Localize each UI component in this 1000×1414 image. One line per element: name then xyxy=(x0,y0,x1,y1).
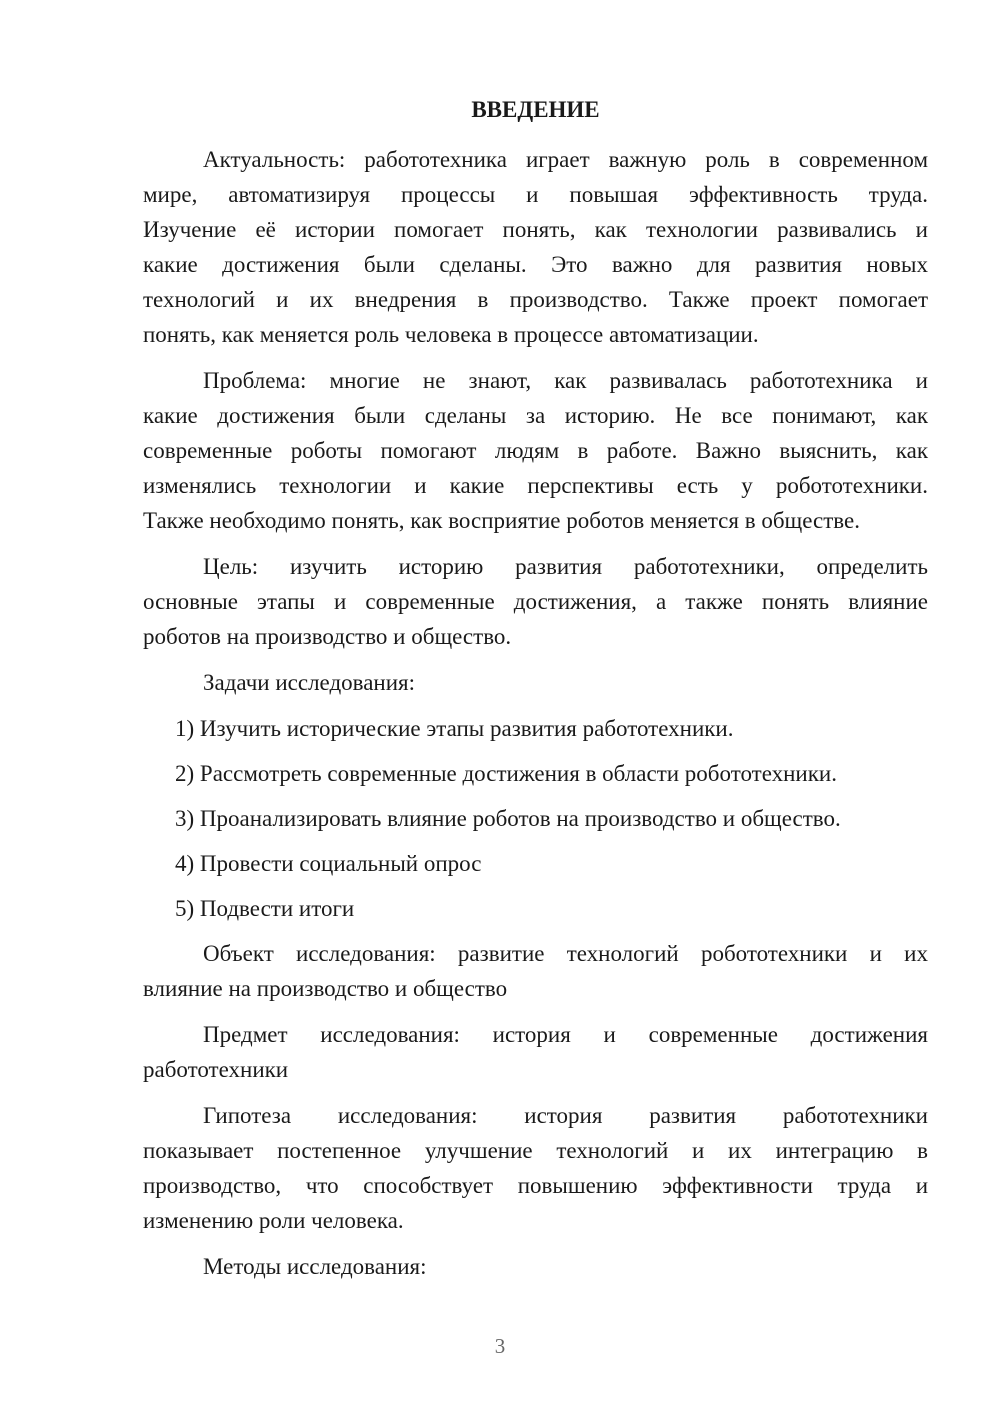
text-line: какие достижения были сделаны за историю. Не все понимают, как xyxy=(143,403,928,428)
text-line: мире, автоматизируя процессы и повышая эффективность труда. xyxy=(143,182,928,207)
list-item: 1) Изучить исторические этапы развития работотехники. xyxy=(175,716,734,741)
list-item: 3) Проанализировать влияние роботов на производство и общество. xyxy=(175,806,841,831)
paragraph-relevance xyxy=(143,142,928,352)
paragraph-object xyxy=(143,936,928,1006)
list-item: 5) Подвести итоги xyxy=(175,896,355,921)
text-line: Методы исследования: xyxy=(203,1254,427,1279)
text-line: показывает постепенное улучшение технологий и их интеграцию в xyxy=(143,1138,928,1163)
text-line: современные роботы помогают людям в работе. Важно выяснить, как xyxy=(143,438,928,463)
text-line: Изучение её истории помогает понять, как технологии развивались и xyxy=(143,217,928,242)
paragraph-goal xyxy=(143,549,928,654)
text-line: технологий и их внедрения в производство. Также проект помогает xyxy=(143,287,928,312)
text-line: производство, что способствует повышению эффективности труда и xyxy=(143,1173,928,1198)
text-line: основные этапы и современные достижения, а также понять влияние xyxy=(143,589,928,614)
section-title: ВВЕДЕНИЕ xyxy=(471,97,600,122)
text-line: роботов на производство и общество. xyxy=(143,624,512,649)
text-line: Гипотеза исследования: история развития работотехники xyxy=(203,1103,928,1128)
paragraph-problem xyxy=(143,363,928,538)
list-item: 4) Провести социальный опрос xyxy=(175,851,482,876)
paragraph-tasks-heading xyxy=(143,665,928,700)
text-line: работотехники xyxy=(143,1057,289,1082)
list-item: 2) Рассмотреть современные достижения в области робототехники. xyxy=(175,761,837,786)
page-number: 3 xyxy=(494,1334,506,1358)
text-line: Актуальность: работотехника играет важную роль в современном xyxy=(203,147,928,172)
text-line: изменению роли человека. xyxy=(143,1208,404,1233)
text-line: Задачи исследования: xyxy=(203,670,416,695)
text-line: Проблема: многие не знают, как развивалась работотехника и xyxy=(203,368,928,393)
document-page xyxy=(143,92,928,1295)
paragraph-hypothesis xyxy=(143,1098,928,1238)
text-line: влияние на производство и общество xyxy=(143,976,508,1001)
text-line: Цель: изучить историю развития работотехники, определить xyxy=(203,554,928,579)
text-line: изменялись технологии и какие перспективы есть у робототехники. xyxy=(143,473,928,498)
text-line: Предмет исследования: история и современные достижения xyxy=(203,1022,928,1047)
text-line: Также необходимо понять, как восприятие роботов меняется в обществе. xyxy=(143,508,860,533)
paragraph-subject xyxy=(143,1017,928,1087)
paragraph-methods xyxy=(143,1249,928,1284)
tasks-list xyxy=(143,711,928,926)
text-line: понять, как меняется роль человека в процессе автоматизации. xyxy=(143,322,759,347)
text-line: какие достижения были сделаны. Это важно для развития новых xyxy=(143,252,928,277)
text-line: Объект исследования: развитие технологий робототехники и их xyxy=(203,941,928,966)
